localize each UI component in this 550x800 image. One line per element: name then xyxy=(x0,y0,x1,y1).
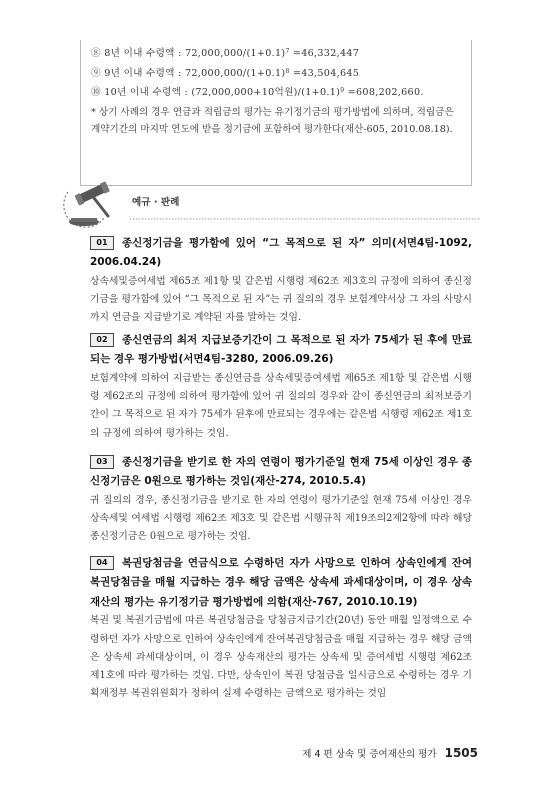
formula-note: * 상기 사례의 경우 연금과 적립금의 평가는 유기정기금의 평가방법에 의하며, 적립금은 계약기간의 마지막 연도에 받을 정기금에 포함하여 평가한다(재산-605, 2010.08.18). xyxy=(91,106,454,135)
section-header-graphic xyxy=(60,178,480,236)
case-number-badge: 02 xyxy=(90,333,114,347)
case-title: 종신정기금을 받기로 한 자의 연령이 평가기준일 현재 75세 이상인 경우 종신정기금은 0원으로 평가하는 것임(재산-274, 2010.5.4) xyxy=(90,456,472,488)
case-number-badge: 04 xyxy=(90,556,114,570)
formula-line: ⑨ 9년 이내 수령액 : $72,000,000/(1+0.1)^8 =43,504,645$ xyxy=(91,67,360,79)
formula-line: ⑩ 10년 이내 수령액 : (72,000,000+10억원)$/(1+0.1)^9 =608,202,660$. xyxy=(91,87,424,98)
formula-box xyxy=(80,40,472,186)
case-title: 복권당첨금을 연금식으로 수령하던 자가 사망으로 인하여 상속인에게 잔여복권당첨금을 매월 지급하는 경우 해당 금액은 상속세 과세대상이며, 이 경우 상속재산의 평가는 유기정기금 평가방법에 의함(재산-767, 2010.10.19) xyxy=(90,557,472,608)
gavel-icon xyxy=(69,181,110,226)
case-body: 귀 질의의 경우, 종신정기금을 받기로 한 자의 연령이 평가기준일 현재 75세 이상인 경우 상속세및 여세법 시행령 제62조 제3호 및 같은법 시행규칙 제19조의2제2항에 따라 해당 종신정기금은 0원으로 평가하는 것임. xyxy=(90,494,472,543)
page-footer xyxy=(302,746,478,760)
section-title: 예규 · 판례 xyxy=(132,197,180,208)
case-item-01 xyxy=(90,234,472,328)
case-title: 종신연금의 최저 지급보증기간이 그 목적으로 된 자가 75세가 된 후에 만료되는 경우 평가방법(서면4팀-3280, 2006.09.26) xyxy=(90,334,472,366)
case-body: 상속세및증여세법 제65조 제1항 및 같은법 시행령 제62조 제3호의 규정에 의하여 종신정기금을 평가함에 있어 “그 목적으로 된 자”는 귀 질의의 경우 보험계약서상 그 자의 사망시까지 연금을 지급받기로 계약된 자를 말하는 것임. xyxy=(90,275,472,324)
formula-line: ⑧ 8년 이내 수령액 : $72,000,000/(1+0.1)^7 =46,332,447$ xyxy=(91,48,360,59)
case-heading xyxy=(90,331,472,370)
case-body: 복권 및 복권기금법에 따른 복권당첨금을 당첨금지급기간(20년) 동안 매월 일정액으로 수령하던 자가 사망으로 인하여 상속인에게 잔여복권당첨금을 매월 지급하는 경우 해당 금액은 상속세 과세대상이며, 이 경우 상속재산의 평가는 상속세 및 증여세법 시행령 제62조 제1호에 따라 평가하는 것임. 다만, 상속인이 복권 당첨금을 일시금으로 수령하는 경우 기획재정부 복권위원회가 정하여 실제 수령하는 금액으로 평가하는 것임 xyxy=(90,615,472,700)
case-item-03 xyxy=(90,453,472,547)
case-number-badge: 01 xyxy=(90,236,114,250)
case-body: 보험계약에 의하여 지급받는 종신연금을 상속세및증여세법 제65조 제1항 및 같은법 시행령 제62조의 규정에 의하여 평가함에 있어 귀 질의의 경우와 같이 종신연금의 최저보증기간이 그 목적으로 된 자가 75세가 된후에 만료되는 경우에는 같은법 시행령 제62조 제1호의 규정에 의하여 평가하는 것임. xyxy=(90,372,472,439)
page-number: 1505 xyxy=(444,746,478,760)
case-heading xyxy=(90,554,472,612)
case-heading xyxy=(90,234,472,273)
case-item-04 xyxy=(90,554,472,704)
case-heading xyxy=(90,453,472,492)
case-item-02 xyxy=(90,331,472,443)
footer-chapter: 제 4 편 상속 및 증여재산의 평가 xyxy=(302,749,437,760)
case-number-badge: 03 xyxy=(90,455,114,469)
section-header xyxy=(60,178,480,236)
case-title: 종신정기금을 평가함에 있어 “그 목적으로 된 자” 의미(서면4팀-1092, 2006.04.24) xyxy=(90,237,472,269)
